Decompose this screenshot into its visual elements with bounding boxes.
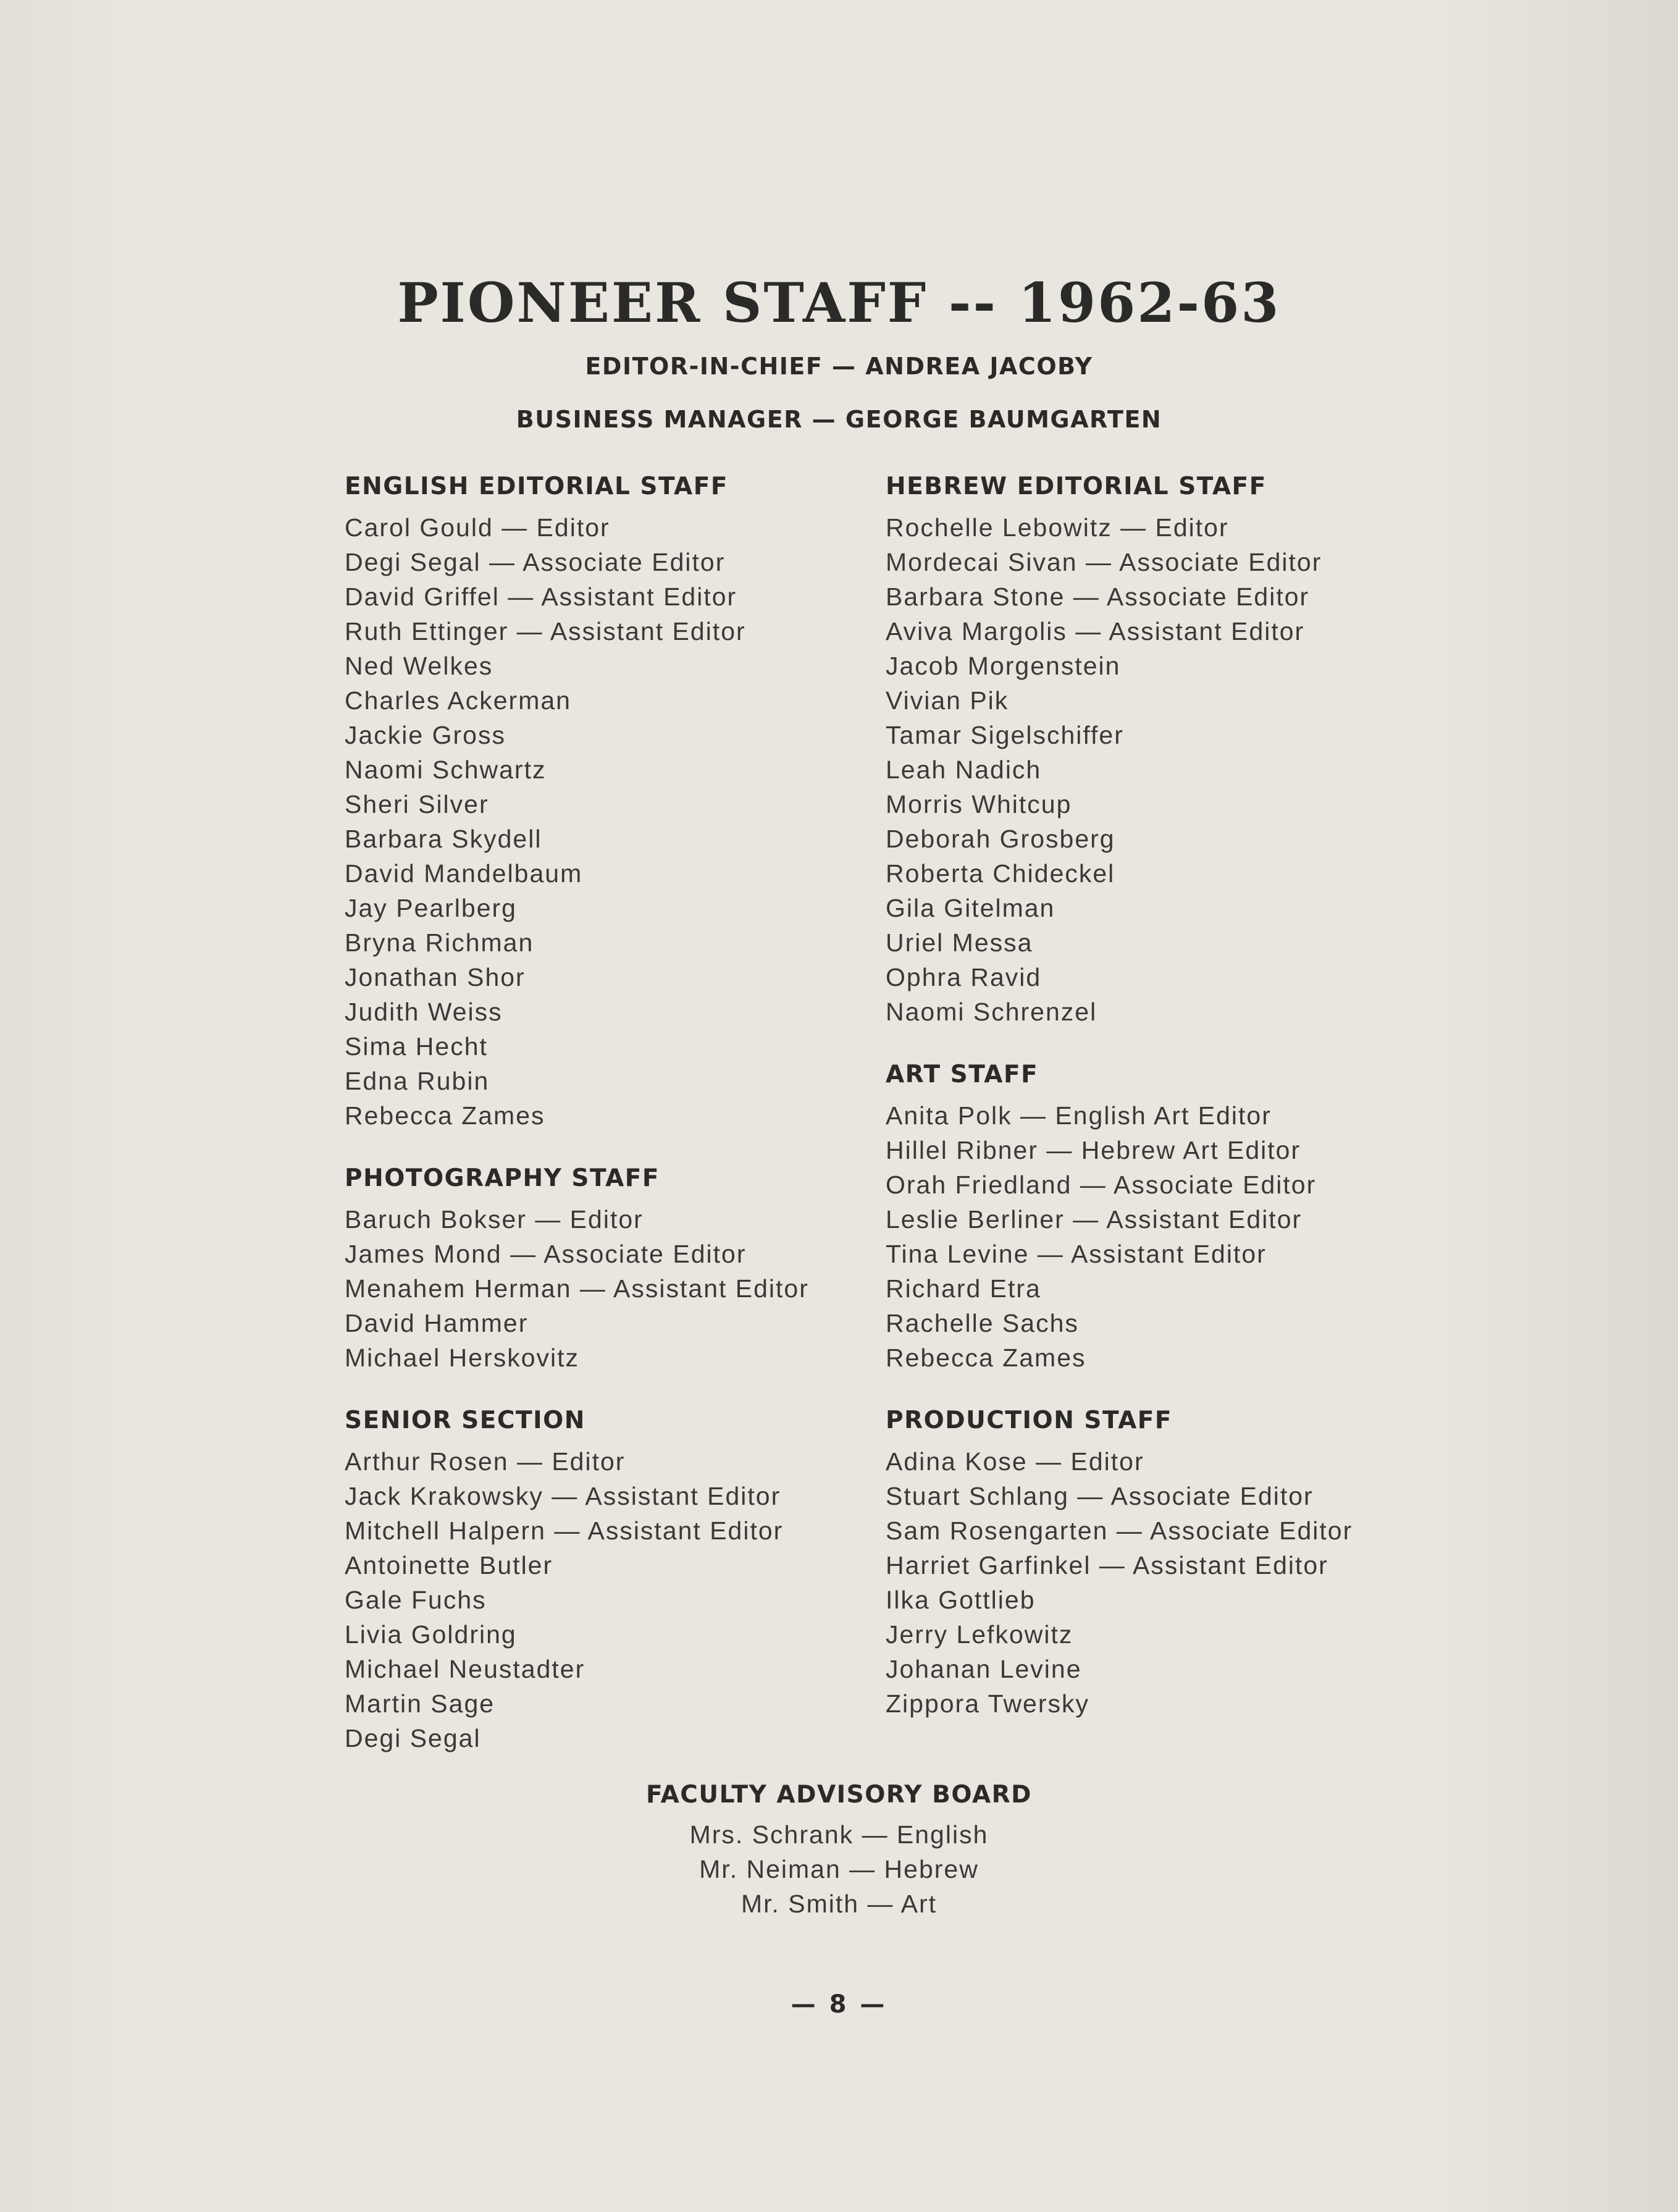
staff-member: Bryna Richman [345, 928, 534, 957]
staff-member: Naomi Schwartz [345, 755, 547, 784]
staff-member: Naomi Schrenzel [886, 998, 1097, 1026]
staff-member: Livia Goldring [345, 1620, 517, 1649]
section-title: PHOTOGRAPHY STAFF [345, 1164, 660, 1192]
staff-member: David Mandelbaum [345, 859, 583, 888]
staff-member: Judith Weiss [345, 998, 503, 1026]
staff-member: Martin Sage [345, 1689, 495, 1718]
staff-member: Uriel Messa [886, 928, 1033, 957]
staff-member: Mordecai Sivan — Associate Editor [886, 548, 1322, 576]
staff-member: Carol Gould — Editor [345, 513, 610, 542]
staff-member: Rebecca Zames [886, 1344, 1086, 1372]
staff-member: Michael Neustadter [345, 1655, 585, 1683]
staff-member: Hillel Ribner — Hebrew Art Editor [886, 1136, 1301, 1164]
staff-member: Sheri Silver [345, 790, 489, 818]
staff-member: Aviva Margolis — Assistant Editor [886, 617, 1305, 646]
staff-member: Mrs. Schrank — English [689, 1820, 989, 1849]
section-title: SENIOR SECTION [345, 1407, 585, 1434]
staff-member: Jerry Lefkowitz [886, 1620, 1073, 1649]
member-list [0, 1817, 1678, 1921]
english-editorial-section [345, 471, 851, 1133]
staff-member: Jack Krakowsky — Assistant Editor [345, 1482, 781, 1510]
staff-member: Menahem Herman — Assistant Editor [345, 1274, 809, 1303]
editor-in-chief-line: EDITOR-IN-CHIEF — ANDREA JACOBY [585, 353, 1093, 380]
staff-member: Sima Hecht [345, 1032, 488, 1061]
staff-member: Orah Friedland — Associate Editor [886, 1171, 1317, 1199]
staff-member: Jacob Morgenstein [886, 652, 1121, 680]
staff-member: Mitchell Halpern — Assistant Editor [345, 1516, 784, 1545]
page-number: — 8 — [791, 1990, 887, 2019]
staff-member: Leslie Berliner — Assistant Editor [886, 1205, 1303, 1234]
staff-member: Antoinette Butler [345, 1551, 553, 1579]
staff-member: David Hammer [345, 1309, 529, 1337]
staff-member: Degi Segal [345, 1724, 481, 1752]
staff-member: Jay Pearlberg [345, 894, 517, 922]
art-section [886, 1059, 1392, 1375]
staff-member: Johanan Levine [886, 1655, 1082, 1683]
staff-member: Ned Welkes [345, 652, 493, 680]
staff-member: Anita Polk — English Art Editor [886, 1101, 1272, 1130]
member-list [345, 1202, 851, 1375]
senior-section [345, 1405, 851, 1756]
staff-member: Ophra Ravid [886, 963, 1042, 991]
faculty-advisory-section [0, 1779, 1678, 1921]
staff-member: Edna Rubin [345, 1067, 490, 1095]
section-title: ENGLISH EDITORIAL STAFF [345, 473, 729, 500]
staff-member: Rachelle Sachs [886, 1309, 1079, 1337]
staff-member: Harriet Garfinkel — Assistant Editor [886, 1551, 1328, 1579]
staff-member: Deborah Grosberg [886, 825, 1115, 853]
staff-member: James Mond — Associate Editor [345, 1240, 747, 1268]
staff-member: Ruth Ettinger — Assistant Editor [345, 617, 746, 646]
left-column [345, 471, 851, 1756]
staff-member: Barbara Skydell [345, 825, 542, 853]
staff-member: Gila Gitelman [886, 894, 1055, 922]
staff-member: Mr. Neiman — Hebrew [699, 1855, 979, 1883]
section-title: FACULTY ADVISORY BOARD [645, 1781, 1033, 1809]
staff-member: Degi Segal — Associate Editor [345, 548, 726, 576]
staff-member: Stuart Schlang — Associate Editor [886, 1482, 1314, 1510]
staff-member: Jackie Gross [345, 721, 506, 749]
member-list [345, 510, 851, 1133]
staff-member: Ilka Gottlieb [886, 1586, 1036, 1614]
staff-member: Barbara Stone — Associate Editor [886, 582, 1310, 611]
member-list [345, 1444, 851, 1756]
section-title: HEBREW EDITORIAL STAFF [886, 473, 1267, 500]
production-section [886, 1405, 1392, 1721]
staff-member: Tamar Sigelschiffer [886, 721, 1124, 749]
staff-member: Jonathan Shor [345, 963, 526, 991]
staff-member: Michael Herskovitz [345, 1344, 580, 1372]
staff-member: Leah Nadich [886, 755, 1042, 784]
staff-member: Baruch Bokser — Editor [345, 1205, 644, 1234]
staff-member: Arthur Rosen — Editor [345, 1447, 626, 1476]
staff-member: Mr. Smith — Art [740, 1890, 938, 1918]
right-column [886, 471, 1392, 1721]
staff-member: Adina Kose — Editor [886, 1447, 1144, 1476]
staff-member: David Griffel — Assistant Editor [345, 582, 737, 611]
staff-member: Rochelle Lebowitz — Editor [886, 513, 1229, 542]
staff-member: Rebecca Zames [345, 1101, 545, 1130]
staff-member: Zippora Twersky [886, 1689, 1090, 1718]
staff-member: Morris Whitcup [886, 790, 1072, 818]
page-title: PIONEER STAFF -- 1962-63 [397, 271, 1281, 335]
business-manager-line: BUSINESS MANAGER — GEORGE BAUMGARTEN [516, 406, 1162, 433]
staff-member: Richard Etra [886, 1274, 1041, 1303]
staff-member: Charles Ackerman [345, 686, 571, 715]
staff-member: Tina Levine — Assistant Editor [886, 1240, 1267, 1268]
staff-member: Vivian Pik [886, 686, 1009, 715]
member-list [886, 510, 1392, 1029]
member-list [886, 1098, 1392, 1375]
hebrew-editorial-section [886, 471, 1392, 1029]
photography-section [345, 1163, 851, 1375]
section-title: PRODUCTION STAFF [886, 1407, 1173, 1434]
staff-member: Roberta Chideckel [886, 859, 1115, 888]
staff-member: Gale Fuchs [345, 1586, 487, 1614]
member-list [886, 1444, 1392, 1721]
section-title: ART STAFF [886, 1061, 1039, 1088]
staff-member: Sam Rosengarten — Associate Editor [886, 1516, 1353, 1545]
